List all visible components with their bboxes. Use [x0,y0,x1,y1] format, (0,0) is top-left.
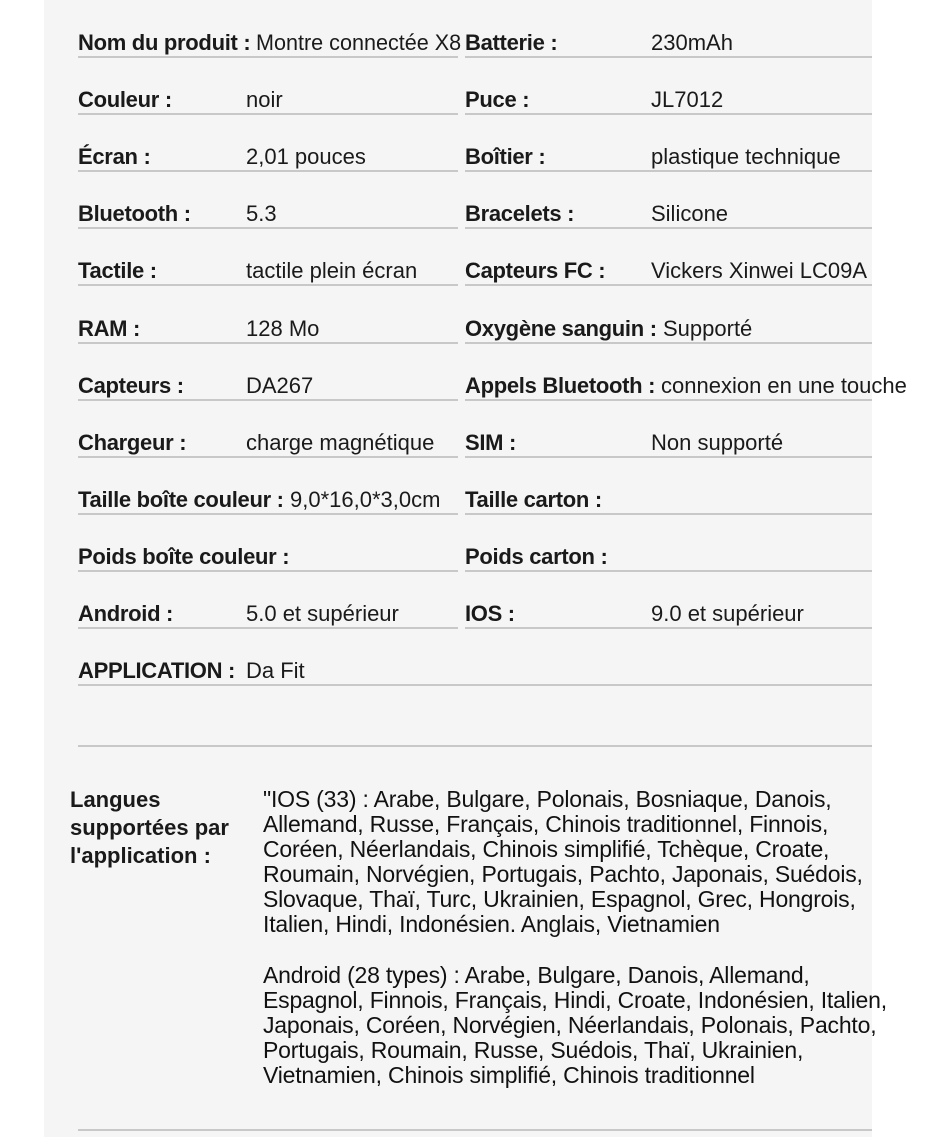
spec-value: Silicone [651,201,729,226]
row-underline [465,513,872,515]
spec-value: charge magnétique [246,430,435,455]
spec-label: Écran : [78,144,151,169]
spec-row [0,142,928,182]
spec-label: Capteurs FC : [465,258,606,283]
spec-label: RAM : [78,316,141,341]
spec-label: SIM : [465,430,517,455]
spec-label: Boîtier : [465,144,546,169]
spec-row [0,485,928,525]
spec-value: connexion en une touche [661,373,907,398]
spec-label: Android : [78,601,174,626]
languages-label: Langues supportées par l'application : [70,787,229,868]
row-underline [78,56,458,58]
spec-label: Couleur : [78,87,172,112]
spec-value: Non supporté [651,430,784,455]
spec-value: DA267 [246,373,314,398]
row-underline [78,456,458,458]
spec-row [0,542,928,582]
spec-row [0,199,928,239]
spec-row [0,256,928,296]
spec-label: Nom du produit : [78,30,251,55]
spec-row [0,428,928,468]
spec-row [0,599,928,639]
spec-label: Bluetooth : [78,201,191,226]
row-underline [78,399,458,401]
row-underline [78,227,458,229]
row-underline [465,399,872,401]
spec-label: Bracelets : [465,201,575,226]
row-underline [465,284,872,286]
spec-label: APPLICATION : [78,658,236,683]
spec-row [0,314,928,354]
row-underline [78,570,458,572]
spec-label: Poids boîte couleur : [78,544,290,569]
spec-label: Batterie : [465,30,558,55]
spec-label: Appels Bluetooth : [465,373,656,398]
row-underline [78,684,872,686]
spec-label: Taille boîte couleur : [78,487,284,512]
spec-value: 128 Mo [246,316,320,341]
spec-value: plastique technique [651,144,841,169]
row-underline [78,342,458,344]
row-underline [78,170,458,172]
spec-label: Capteurs : [78,373,184,398]
spec-label: Taille carton : [465,487,602,512]
spec-label: Poids carton : [465,544,608,569]
row-underline [465,570,872,572]
spec-value: 5.0 et supérieur [246,601,399,626]
row-underline [465,227,872,229]
row-underline [78,627,458,629]
languages-ios: "IOS (33) : Arabe, Bulgare, Polonais, Bosniaque, Danois, Allemand, Russe, Français, Chinois traditionnel, Finnois, Coréen, Néerlandais, Chinois simplifié, Tchèque, Croate, Roumain, Norvégien, Portugais, Pachto, Japonais, Suédois, Slovaque, Thaï, Turc, Ukrainien, Espagnol, Grec, Hongrois, Italien, Hindi, Indonésien. Anglais, Vietnamien [263,786,863,937]
row-underline [465,113,872,115]
spec-row [0,371,928,411]
spec-label: Tactile : [78,258,157,283]
row-underline [78,284,458,286]
spec-row [0,28,928,68]
spec-value: 230mAh [651,30,733,55]
spec-row [0,85,928,125]
spec-label: IOS : [465,601,515,626]
bottom-divider [78,1129,872,1131]
spec-label: Oxygène sanguin : [465,316,657,341]
row-underline [465,170,872,172]
spec-label: Chargeur : [78,430,187,455]
spec-value: 9,0*16,0*3,0cm [290,487,441,512]
spec-row [0,656,928,696]
row-underline [465,627,872,629]
row-underline [78,513,458,515]
languages-android: Android (28 types) : Arabe, Bulgare, Danois, Allemand, Espagnol, Finnois, Français, Hindi, Croate, Indonésien, Italien, Japonais, Coréen, Norvégien, Néerlandais, Polonais, Pachto, Portugais, Roumain, Russe, Suédois, Thaï, Ukrainien, Vietnamien, Chinois simplifié, Chinois traditionnel [263,962,887,1088]
spec-value: Montre connectée X8 [256,30,462,55]
spec-value: 5.3 [246,201,277,226]
row-underline [465,56,872,58]
row-underline [465,342,872,344]
row-underline [465,456,872,458]
row-underline [78,113,458,115]
spec-value: 9.0 et supérieur [651,601,804,626]
spec-value: JL7012 [651,87,724,112]
spec-value: 2,01 pouces [246,144,366,169]
spec-value: Da Fit [246,658,305,683]
section-divider [78,745,872,747]
spec-value: tactile plein écran [246,258,418,283]
spec-value: noir [246,87,283,112]
spec-value: Supporté [663,316,753,341]
spec-label: Puce : [465,87,530,112]
spec-value: Vickers Xinwei LC09A [651,258,868,283]
